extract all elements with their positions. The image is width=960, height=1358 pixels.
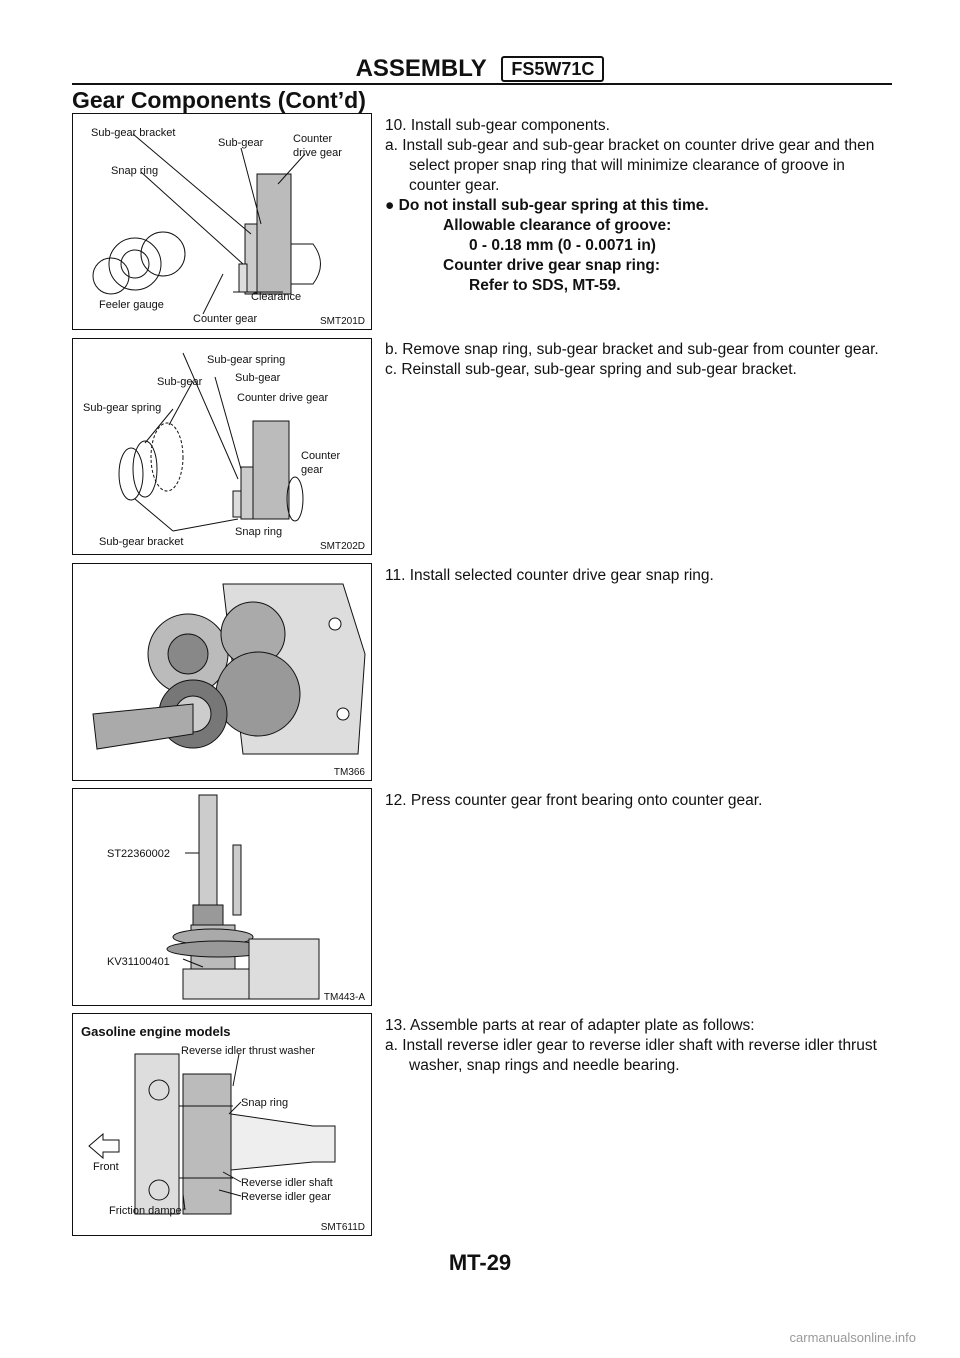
spec-value-allowable-clearance: 0 - 0.18 mm (0 - 0.0071 in) [469, 237, 656, 254]
fig2-label-sub-gear-bracket: Sub-gear bracket [99, 536, 184, 548]
step-13: 13. Assemble parts at rear of adapter plate as follows: [385, 1017, 755, 1034]
fig2-label-counter-drive-gear: Counter drive gear [237, 392, 329, 404]
fig2-label-gear: gear [301, 464, 324, 476]
figure-code: TM443-A [323, 992, 365, 1003]
step-10-block [385, 116, 895, 296]
fig4-label-st22360002: ST22360002 [107, 848, 170, 860]
fig2-label-counter: Counter [301, 450, 341, 462]
fig2-label-snap-ring: Snap ring [235, 526, 283, 538]
header-rule [72, 83, 892, 85]
step-11-block [385, 566, 895, 586]
fig1-label-snap-ring: Snap ring [111, 165, 159, 177]
figure-smt201d-drawing [73, 114, 371, 329]
fig5-label-friction-damper: Friction damper [109, 1205, 186, 1217]
bullet-icon: ● [385, 197, 399, 214]
figure-code: TM366 [333, 767, 365, 778]
figure-smt202d-drawing [73, 339, 371, 554]
figure-tm366-drawing [73, 564, 371, 780]
model-code-badge: FS5W71C [501, 56, 604, 82]
step-10b: b. Remove snap ring, sub-gear bracket and sub-gear from counter gear. [385, 341, 879, 358]
fig1-label-counter-gear: Counter gear [193, 313, 258, 325]
fig2-label-sub-gear-right: Sub-gear [235, 372, 281, 384]
watermark: carmanualsonline.info [789, 1330, 916, 1345]
fig2-label-sub-gear-spring-top: Sub-gear spring [207, 354, 286, 366]
step-12: 12. Press counter gear front bearing onto counter gear. [385, 792, 763, 809]
page-number: MT-29 [448, 1250, 512, 1275]
fig1-label-feeler-gauge: Feeler gauge [99, 299, 164, 311]
fig1-label-clearance: Clearance [251, 291, 302, 303]
header-title: ASSEMBLY [355, 54, 487, 82]
page-header [0, 54, 960, 84]
fig1-label-sub-gear: Sub-gear [218, 137, 264, 149]
fig4-label-kv31100401: KV31100401 [107, 956, 170, 968]
figure-tm366 [72, 563, 372, 781]
step-10bc-block [385, 340, 895, 380]
spec-label-snap-ring: Counter drive gear snap ring: [443, 257, 661, 274]
figure-tm443a [72, 788, 372, 1006]
fig2-label-sub-gear-left: Sub-gear [157, 376, 203, 388]
figure-code: SMT201D [319, 316, 365, 327]
figure-code: SMT202D [319, 541, 365, 552]
step-10a: a. Install sub-gear and sub-gear bracket on counter drive gear and then select proper snap ring that will minimize clearance of groove in counter gear. [385, 137, 875, 194]
figure-tm443a-drawing [73, 789, 371, 1005]
fig1-label-sub-gear-bracket: Sub-gear bracket [91, 127, 176, 139]
figure-smt201d [72, 113, 372, 330]
fig5-label-reverse-idler-shaft: Reverse idler shaft [241, 1177, 333, 1189]
step-11: 11. Install selected counter drive gear snap ring. [385, 567, 714, 584]
figure-smt611d-drawing [73, 1014, 371, 1235]
fig1-label-drive-gear: drive gear [293, 147, 342, 159]
fig2-label-sub-gear-spring-left: Sub-gear spring [83, 402, 162, 414]
step-13-block [385, 1016, 895, 1076]
step-13a: a. Install reverse idler gear to reverse idler shaft with reverse idler thrust washer, snap rings and needle bearing. [385, 1037, 877, 1074]
spec-label-allowable-clearance: Allowable clearance of groove: [443, 217, 672, 234]
figure-smt202d [72, 338, 372, 555]
step-10-bullet [385, 196, 895, 216]
fig5-label-reverse-idler-thrust-washer: Reverse idler thrust washer [181, 1045, 315, 1057]
section-title: Gear Components (Cont’d) [72, 87, 366, 113]
fig1-label-counter: Counter [293, 133, 333, 145]
step-12-block [385, 791, 895, 811]
figure-smt611d [72, 1013, 372, 1236]
step-10-bullet-text: Do not install sub-gear spring at this time. [398, 197, 709, 214]
fig5-label-reverse-idler-gear: Reverse idler gear [241, 1191, 331, 1203]
figure-code: SMT611D [320, 1222, 365, 1233]
step-10c: c. Reinstall sub-gear, sub-gear spring and sub-gear bracket. [385, 361, 797, 378]
spec-value-snap-ring: Refer to SDS, MT-59. [469, 277, 621, 294]
fig5-label-snap-ring: Snap ring [241, 1097, 289, 1109]
step-10: 10. Install sub-gear components. [385, 117, 610, 134]
fig5-label-front: Front [93, 1161, 119, 1173]
fig5-label-gasoline-engine-models: Gasoline engine models [81, 1024, 231, 1039]
